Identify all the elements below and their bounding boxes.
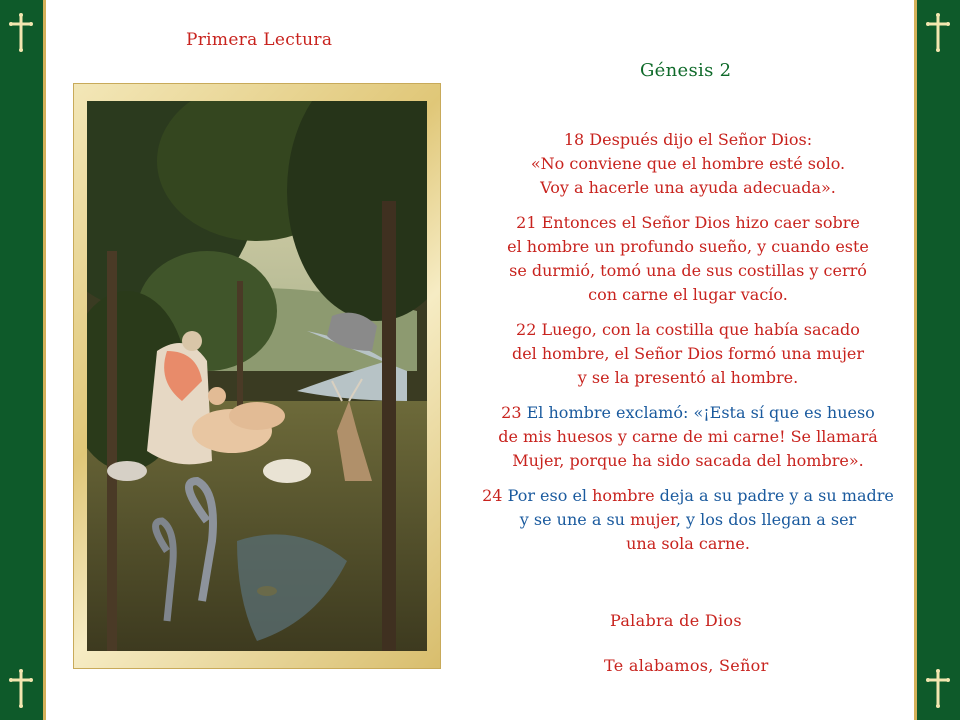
book-reference: Génesis 2	[640, 60, 732, 81]
verse-21-line-3: se durmió, tomó una de sus costillas y cerró	[509, 261, 867, 280]
verse-18-line-3: Voy a hacerle una ayuda adecuada».	[540, 178, 836, 197]
verse-text: Luego, con la costilla que había sacado	[536, 320, 860, 339]
verse-text-emphasis: hombre	[592, 486, 655, 505]
verse-18	[460, 128, 916, 200]
verse-number: 21	[516, 213, 537, 232]
verse-text: y se une a su	[519, 510, 631, 529]
verse-number: 22	[516, 320, 537, 339]
verse-21-line-2: el hombre un profundo sueño, y cuando este	[507, 237, 869, 256]
verse-number: 24	[482, 486, 503, 505]
verse-22-line-3: y se la presentó al hombre.	[577, 368, 799, 387]
cross-icon	[8, 12, 34, 52]
verse-text-emphasis: mujer	[630, 510, 676, 529]
cross-icon	[8, 668, 34, 708]
verse-22-line-1	[460, 318, 916, 342]
creation-of-eve-painting	[87, 101, 427, 651]
verse-text: El hombre exclamó: «¡Esta sí que es hueso	[521, 403, 875, 422]
cross-icon	[925, 668, 951, 708]
verse-number: 18	[563, 130, 585, 149]
verse-text: , y los dos llegan a ser	[675, 510, 857, 529]
painting	[87, 101, 427, 651]
response: Te alabamos, Señor	[604, 656, 769, 675]
left-border	[0, 0, 46, 720]
verse-23-line-2: de mis huesos y carne de mi carne! Se llamará	[498, 427, 878, 446]
verse-text: Entonces el Señor Dios hizo caer sobre	[536, 213, 860, 232]
section-title: Primera Lectura	[186, 30, 333, 50]
verse-23-line-1	[460, 401, 916, 425]
verse-number: 23	[501, 403, 522, 422]
verse-21-line-1	[460, 211, 916, 235]
verse-24	[460, 484, 916, 556]
verse-21	[460, 211, 916, 307]
cross-icon	[925, 12, 951, 52]
verse-23-line-3: Mujer, porque ha sido sacada del hombre».	[512, 451, 864, 470]
reading-body	[460, 128, 916, 567]
verse-text: Por eso el	[502, 486, 593, 505]
verse-23	[460, 401, 916, 473]
verse-24-line-1	[460, 484, 916, 508]
verse-18-line-1	[460, 128, 916, 152]
verse-24-line-2	[460, 508, 916, 532]
verse-text: deja a su padre y a su madre	[654, 486, 894, 505]
verse-18-line-2: «No conviene que el hombre esté solo.	[530, 154, 846, 173]
verse-24-line-3: una sola carne.	[626, 534, 750, 553]
verse-22	[460, 318, 916, 390]
verse-21-line-4: con carne el lugar vacío.	[588, 285, 788, 304]
verse-text: Después dijo el Señor Dios:	[584, 130, 813, 149]
acclamation: Palabra de Dios	[610, 611, 742, 630]
verse-22-line-2: del hombre, el Señor Dios formó una mujer	[511, 344, 865, 363]
painting-frame	[73, 83, 441, 669]
right-border	[914, 0, 960, 720]
